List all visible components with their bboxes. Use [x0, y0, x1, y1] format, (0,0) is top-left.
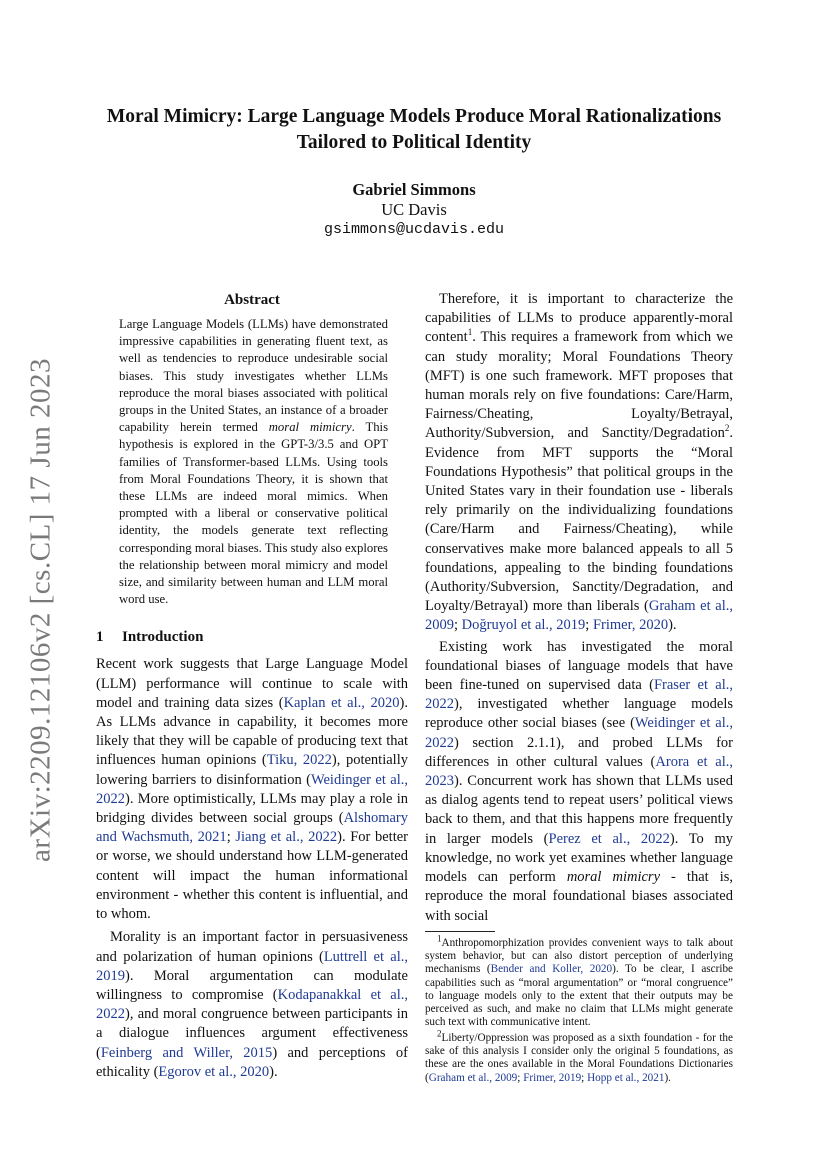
text-run: ).	[664, 1071, 671, 1084]
section-heading-introduction	[96, 627, 408, 647]
citation-link[interactable]: Doğruyol et al., 2019	[461, 617, 586, 634]
citation-link[interactable]: Fraser et al., 2022	[425, 677, 733, 713]
text-run: ). Concurrent work has shown that LLMs used as dialog agents tend to repeat users’ political views back to them, and that this happens more frequently in larger models (	[425, 773, 733, 847]
text-run: Therefore, it is important to characterize the capabilities of LLMs to produce apparently-moral content	[425, 291, 733, 346]
text-run: ). As LLMs advance in capability, it becomes more likely that they will be capable of producing text that influences human opinions (	[96, 694, 408, 769]
citation-link[interactable]: Frimer, 2020	[592, 617, 669, 634]
text-run: ;	[226, 829, 236, 846]
text-run: ). More optimistically, LLMs may play a role in bridging divides between social groups (	[96, 790, 408, 827]
emphasized-term: moral mimicry	[566, 869, 661, 886]
text-run: ;	[517, 1071, 524, 1084]
text-run: ;	[581, 1071, 588, 1084]
left-column	[96, 290, 408, 1082]
citation-link[interactable]: Jiang et al., 2022	[235, 829, 338, 846]
text-run: . This requires a framework from which we can study morality; Moral Foundations Theory (MFT) is one such framework. MFT proposes that human morals rely on five foundations: Care/Harm, Fairness/Cheating, Loyalty/Betrayal, Authority/Subversion, and Sanctity/Degradation	[425, 329, 733, 442]
text-run: ). Moral argumentation can modulate willingness to compromise (	[96, 967, 408, 1003]
footnote-number: 1	[437, 932, 442, 943]
citation-link[interactable]: Frimer, 2019	[523, 1071, 582, 1084]
title-line-1: Moral Mimicry: Large Language Models Produce Moral Rationalizations	[106, 106, 722, 127]
citation-link[interactable]: Kodapanakkal et al., 2022	[96, 986, 409, 1023]
right-column	[425, 290, 733, 1085]
citation-link[interactable]: Alshomary and Wachsmuth, 2021	[96, 810, 408, 846]
paper-title	[80, 104, 748, 156]
citation-link[interactable]: Hopp et al., 2021	[587, 1071, 665, 1084]
text-run: . Evidence from MFT supports the “Moral Foundations Hypothesis” that political groups in the United States vary in their foundation use - liberals rely primarily on the individualizing foundations (Care/Harm and Fairness/Cheating), while conservatives make more balanced appeals to all 5 foundations, appealing to the binding foundations (Authority/Subversion, Sanctity/Degradation, and Loyalty/Betrayal) more than liberals (	[425, 425, 733, 615]
text-run: ).	[668, 617, 677, 634]
text-run: ;	[585, 617, 593, 634]
title-line-2: Tailored to Political Identity	[296, 132, 532, 153]
author-name: Gabriel Simmons	[352, 180, 476, 199]
text-run: - that is, reproduce the moral foundational biases associated with social	[425, 869, 733, 924]
citation-link[interactable]: Luttrell et al., 2019	[96, 948, 408, 984]
intro-paragraph-3	[425, 290, 733, 636]
footnote-number: 2	[437, 1028, 442, 1039]
text-run: Existing work has investigated the moral foundational biases of language models that have been fine-tuned on supervised data (	[425, 638, 733, 694]
footnote-2	[425, 1028, 733, 1085]
text-run: ), and moral congruence between participants in a dialogue influences argument effectiveness (	[96, 1006, 408, 1061]
citation-link[interactable]: Tiku, 2022	[266, 752, 332, 769]
intro-paragraph-1	[96, 655, 408, 924]
section-title: Introduction	[122, 629, 204, 646]
text-run: Anthropomorphization provides convenient ways to talk about system behavior, but can also distort perception of underlying mechanisms (	[425, 936, 733, 976]
citation-link[interactable]: Arora et al., 2023	[425, 753, 733, 790]
text-run: ) and perceptions of ethicality (	[96, 1044, 408, 1080]
footnote-divider	[425, 931, 495, 932]
text-run: Recent work suggests that Large Language Model (LLM) performance will continue to scale with model and training data sizes (	[96, 656, 408, 711]
text-run: ), investigated whether language models reproduce other social biases (see (	[425, 696, 733, 732]
footnote-1	[425, 932, 733, 1030]
citation-link[interactable]: Weidinger et al., 2022	[425, 715, 734, 751]
abstract-term: moral mimicry	[268, 420, 352, 435]
text-run: ) section 2.1.1), and probed LLMs for differences in other cultural values (	[425, 734, 733, 770]
citation-link[interactable]: Perez et al., 2022	[548, 830, 670, 847]
text-run: ;	[454, 617, 462, 634]
text-run: ), potentially lowering barriers to disinformation (	[96, 752, 408, 788]
section-number: 1	[96, 629, 104, 646]
citation-link[interactable]: Weidinger et al., 2022	[96, 771, 409, 807]
citation-link[interactable]: Graham et al., 2009	[428, 1071, 518, 1084]
footnote-marker[interactable]: 2	[724, 423, 730, 434]
citation-link[interactable]: Egorov et al., 2020	[158, 1063, 270, 1080]
text-run: ).	[269, 1063, 278, 1080]
text-run: Liberty/Oppression was proposed as a sixth foundation - for the sake of this analysis I consider only the original 5 foundations, as these are the ones available in the Moral Foundations Dictionaries (	[425, 1031, 733, 1084]
intro-paragraph-2	[96, 928, 408, 1082]
citation-link[interactable]: Feinberg and Willer, 2015	[100, 1044, 273, 1061]
arxiv-stamp-text: arXiv:2209.12106v2 [cs.CL] 17 Jun 2023	[24, 358, 57, 862]
abstract-text	[96, 316, 408, 608]
abstract-heading: Abstract	[224, 292, 280, 308]
text-run: ). For better or worse, we should understand how LLM-generated content will impact the human informational environment - whether this content is influential, and to whom.	[96, 829, 409, 923]
footnote-marker[interactable]: 1	[467, 327, 473, 338]
text-run: ). To be clear, I ascribe capabilities such as “moral argumentation” or “moral congruence” to language models only to the extent that their outputs may be perceived as such, and make no claim that LLMs might generate such text with communicative intent.	[425, 963, 733, 1029]
author-email[interactable]: gsimmons@ucdavis.edu	[323, 221, 505, 238]
citation-link[interactable]: Bender and Koller, 2020	[490, 963, 613, 976]
citation-link[interactable]: Graham et al., 2009	[425, 598, 733, 634]
abstract-part-1: Large Language Models (LLMs) have demonstrated impressive capabilities in generating fluent text, as well as tendencies to reproduce undesirable social biases. This study investigates whether LLMs reproduce the moral biases associated with political groups in the United States, an instance of a broader capability herein termed	[119, 317, 388, 435]
intro-paragraph-4	[425, 638, 733, 926]
text-run: Morality is an important factor in persuasiveness and polarization of human opinions (	[96, 929, 408, 965]
citation-link[interactable]: Kaplan et al., 2020	[283, 694, 400, 711]
text-run: ). To my knowledge, no work yet examines whether language models can perform	[425, 830, 733, 886]
author-affiliation: UC Davis	[381, 200, 447, 219]
abstract-part-2: . This hypothesis is explored in the GPT-3/3.5 and OPT families of Transformer-based LLMs. Using tools from Moral Foundations Theory, it is shown that these LLMs are indeed moral mimics. When prompted with a liberal or conservative political identity, the models generate text reflecting corresponding moral biases. This study also explores the relationship between moral mimicry and model size, and similarity between human and LLM moral word use.	[119, 420, 389, 607]
author-block	[80, 180, 748, 240]
arxiv-identifier-stamp	[14, 358, 68, 862]
